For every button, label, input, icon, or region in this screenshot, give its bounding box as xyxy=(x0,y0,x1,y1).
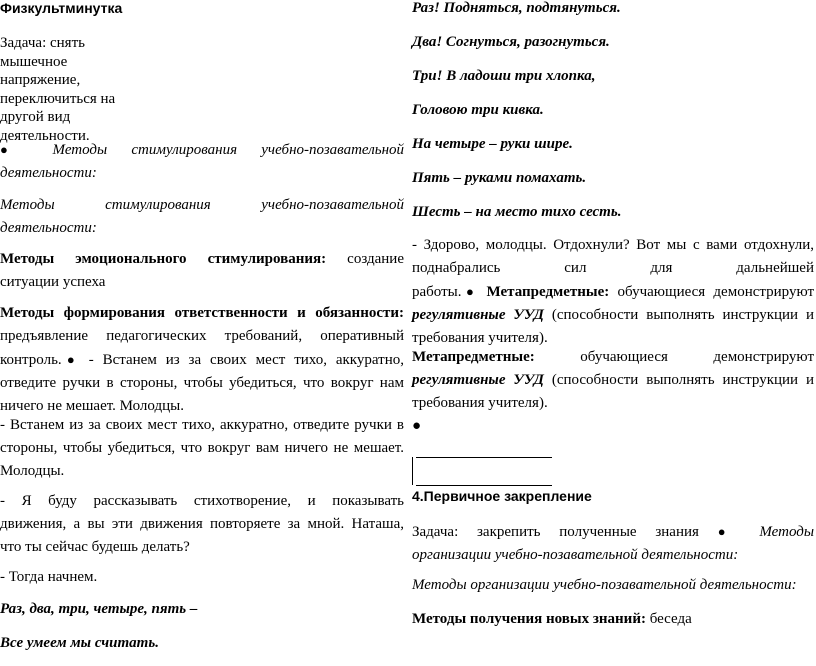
praise-line-5: требования учителя). xyxy=(412,330,548,346)
praise-line-2: поднабрались сил для дальнейшей xyxy=(412,260,814,276)
para-stand-3: Молодцы. xyxy=(0,463,65,479)
resp-text-1: предъявление педагогических требований, оперативный xyxy=(0,328,404,344)
praise-line-4: (способности выполнять инструкции и xyxy=(551,307,815,323)
resp-text-3: отведите ручки в стороны, чтобы убедиться, что вокруг нам xyxy=(0,375,404,391)
task-line: другой вид xyxy=(0,109,71,125)
methods-stim2-line2: деятельности: xyxy=(0,220,97,236)
meta-line-2: (способности выполнять инструкции и xyxy=(551,372,815,388)
meta-label: Метапредметные: xyxy=(412,349,535,365)
form-line-top xyxy=(416,457,552,458)
meta-text: обучающиеся демонстрируют xyxy=(580,349,814,365)
form-line-bottom xyxy=(416,485,552,486)
meta-line-3: требования учителя). xyxy=(412,395,548,411)
poem-line: Пять – руками помахать. xyxy=(412,170,587,186)
methods-stim2-line1: Методы стимулирования учебно-позавательной xyxy=(0,197,404,213)
bullet-icon: ● xyxy=(0,142,29,157)
task-line: мышечное xyxy=(0,53,68,70)
poem-line: Головою три кивка. xyxy=(412,102,544,118)
task-line: деятельности. xyxy=(0,127,90,144)
meta-paragraph xyxy=(412,346,814,415)
resp-text-2b: - Встанем из за своих мест тихо, аккуратно, xyxy=(88,352,404,368)
emo-text-a: создание xyxy=(347,251,404,267)
para-poem-1: - Я буду рассказывать стихотворение, и показывать xyxy=(0,493,404,509)
methods-stimulation-2 xyxy=(0,194,404,240)
praise-meta-label: Метапредметные: xyxy=(486,284,610,300)
para-poem-3: что ты сейчас будешь делать? xyxy=(0,539,190,555)
resp-label: Методы формирования ответственности и обязанности: xyxy=(0,305,404,321)
bullet-icon: ● xyxy=(412,418,422,434)
new-knowledge-paragraph xyxy=(412,608,814,631)
poem-line: Раз! Подняться, подтянуться. xyxy=(412,0,621,16)
responsibility-methods xyxy=(0,302,404,418)
emo-text-b: ситуации успеха xyxy=(0,274,106,290)
task-line: Задача: снять xyxy=(0,35,85,51)
praise-line-1: - Здорово, молодцы. Отдохнули? Вот мы с вами отдохнули, xyxy=(412,237,814,253)
praise-line-3c: обучающиеся демонстрируют xyxy=(617,284,815,300)
stand-up-paragraph xyxy=(0,414,404,483)
task-block xyxy=(0,34,404,145)
new-knowledge-label: Методы получения новых знаний: xyxy=(412,611,646,627)
poem-line: Два! Согнуться, разогнуться. xyxy=(412,34,610,50)
poem-line: Шесть – на место тихо сесть. xyxy=(412,204,622,220)
methods-stim-line1: Методы стимулирования учебно-позавательной xyxy=(52,142,405,158)
meta-regulative-label: регулятивные УУД xyxy=(412,372,544,388)
bullet-icon: ● xyxy=(461,284,479,299)
task-methods-italic: Методы xyxy=(759,524,814,540)
praise-paragraph xyxy=(412,234,814,350)
fizkult-heading: Физкультминутка xyxy=(0,0,123,16)
section-heading: 4.Первичное закрепление xyxy=(412,488,592,504)
task-methods-line2: организации учебно-позавательной деятельности: xyxy=(412,547,739,563)
start-paragraph: - Тогда начнем. xyxy=(0,569,98,585)
bullet-icon: ● xyxy=(717,524,741,539)
praise-regulative-label: регулятивные УУД xyxy=(412,307,544,323)
resp-text-2a: контроль. xyxy=(0,352,62,368)
para-poem-2: движения, а вы эти движения повторяете за мной. Наташа, xyxy=(0,516,404,532)
count-line: Раз, два, три, четыре, пять – xyxy=(0,601,198,617)
new-knowledge-text: беседа xyxy=(649,611,692,627)
bullet-icon: ● xyxy=(61,352,80,367)
task-line: напряжение, xyxy=(0,72,81,88)
methods-organization: Методы организации учебно-позавательной деятельности: xyxy=(412,577,797,593)
praise-line-3a: работы. xyxy=(412,284,462,300)
poem-intro-paragraph xyxy=(0,490,404,559)
task-line: переключиться на xyxy=(0,90,116,107)
poem-line: На четыре – руки шире. xyxy=(412,136,573,152)
para-stand-1: - Встанем из за своих мест тихо, аккуратно, отведите ручки в xyxy=(0,417,404,433)
emo-label: Методы эмоционального стимулирования: xyxy=(0,251,327,267)
resp-text-4: ничего не мешает. Молодцы. xyxy=(0,398,184,414)
form-line-left xyxy=(412,457,413,485)
task-paragraph xyxy=(412,520,814,567)
all-count-line: Все умеем мы считать. xyxy=(0,635,159,651)
emotional-methods xyxy=(0,248,404,294)
methods-stim-line2: деятельности: xyxy=(0,165,97,181)
para-stand-2: стороны, чтобы убедиться, что вокруг вам ничего не мешает. xyxy=(0,440,404,456)
poem-line: Три! В ладоши три хлопка, xyxy=(412,68,596,84)
methods-stimulation-1 xyxy=(0,138,404,185)
task-label: Задача: закрепить полученные знания xyxy=(412,524,699,540)
